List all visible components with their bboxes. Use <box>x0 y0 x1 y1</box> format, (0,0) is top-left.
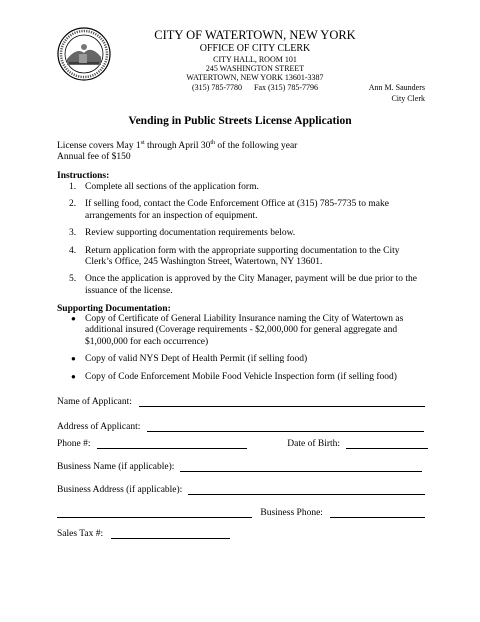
field-label: Phone #: <box>57 439 91 449</box>
list-item <box>57 228 427 239</box>
item-text: Complete all sections of the application form. <box>85 182 259 192</box>
phone-field[interactable] <box>97 437 247 449</box>
field-label: Sales Tax #: <box>57 529 104 539</box>
address-line: 245 WASHINGTON STREET <box>205 64 305 74</box>
bullet-icon: ● <box>71 371 76 381</box>
business-phone-field[interactable] <box>330 506 425 518</box>
instructions-list <box>57 182 427 303</box>
item-text: Copy of Certificate of General Liability Insurance naming the City of Watertown as additional insured (Coverage requirements - $2,000,000 for general aggregate and $1,000,000 for each occurrence) <box>85 314 404 347</box>
letterhead <box>140 29 370 92</box>
business-address-row <box>57 483 425 497</box>
list-item <box>57 182 427 193</box>
item-number: 5. <box>69 274 77 285</box>
list-item <box>57 199 427 222</box>
field-label: Business Phone: <box>260 508 323 518</box>
item-text: If selling food, contact the Code Enforcement Office at (315) 785-7735 to make arrangements for an inspection of equipment. <box>85 199 389 221</box>
business-name-field[interactable] <box>180 460 422 472</box>
field-label: Name of Applicant: <box>57 397 132 407</box>
item-text: Copy of Code Enforcement Mobile Food Vehicle Inspection form (if selling food) <box>85 371 397 382</box>
document-title: Vending in Public Streets License Application <box>128 115 352 127</box>
address-of-applicant-row <box>57 420 424 434</box>
item-number: 4. <box>69 245 77 256</box>
address-line: CITY HALL, ROOM 101 <box>213 54 297 64</box>
license-terms <box>57 141 297 164</box>
license-text: through April 30 <box>144 141 211 151</box>
name-of-applicant-field[interactable] <box>139 395 425 407</box>
field-label: Date of Birth: <box>287 439 341 449</box>
list-item <box>57 372 422 383</box>
item-text: Return application form with the appropriate supporting documentation to the City Clerk’s Office, 245 Washington Street, Watertown, NY 13601. <box>85 245 400 267</box>
phone-dob-row <box>57 437 428 451</box>
business-name-row <box>57 460 422 474</box>
item-number: 1. <box>69 182 77 192</box>
sales-tax-field[interactable] <box>111 527 230 539</box>
annual-fee: Annual fee of $150 <box>57 152 131 163</box>
item-number: 2. <box>69 199 77 210</box>
field-label: Business Name (if applicable): <box>57 462 175 472</box>
field-label: Business Address (if applicable): <box>57 485 183 495</box>
item-text: Once the application is approved by the City Manager, payment will be due prior to the issuance of the license. <box>85 274 418 296</box>
license-text: of the following year <box>215 141 298 151</box>
bullet-icon: ● <box>71 354 76 364</box>
list-item <box>57 354 422 365</box>
blank-line-field[interactable] <box>57 506 252 518</box>
clerk-title: City Clerk <box>391 94 425 104</box>
business-address-field[interactable] <box>188 483 425 495</box>
list-item <box>57 274 427 297</box>
list-item <box>57 246 427 269</box>
name-of-applicant-row <box>57 395 425 409</box>
date-of-birth-field[interactable] <box>346 437 428 449</box>
supporting-docs-list <box>57 314 422 389</box>
list-item <box>57 314 422 348</box>
license-text: License covers May 1 <box>57 141 141 151</box>
item-text: Review supporting documentation requirements below. <box>85 228 296 239</box>
item-text: Copy of valid NYS Dept of Health Permit (if selling food) <box>85 354 308 365</box>
clerk-signature-block <box>369 82 425 104</box>
office-name: OFFICE OF CITY CLERK <box>199 43 311 55</box>
address-of-applicant-field[interactable] <box>147 420 424 432</box>
supporting-docs-heading: Supporting Documentation: <box>57 304 171 314</box>
ordinal-suffix: th <box>210 139 216 146</box>
address-line: WATERTOWN, NEW YORK 13601-3387 <box>186 73 324 83</box>
bullet-icon: ● <box>71 314 76 323</box>
item-number: 3. <box>69 228 77 239</box>
city-name: CITY OF WATERTOWN, NEW YORK <box>154 28 356 42</box>
city-seal-logo <box>57 27 111 81</box>
field-label: Address of Applicant: <box>57 422 141 432</box>
ordinal-suffix: st <box>140 139 145 146</box>
clerk-name: Ann M. Saunders <box>368 83 425 92</box>
phone-fax-line: (315) 785-7780 Fax (315) 785-7796 <box>192 82 318 92</box>
business-phone-row <box>57 506 425 520</box>
instructions-heading: Instructions: <box>57 171 110 181</box>
sales-tax-row <box>57 527 230 541</box>
